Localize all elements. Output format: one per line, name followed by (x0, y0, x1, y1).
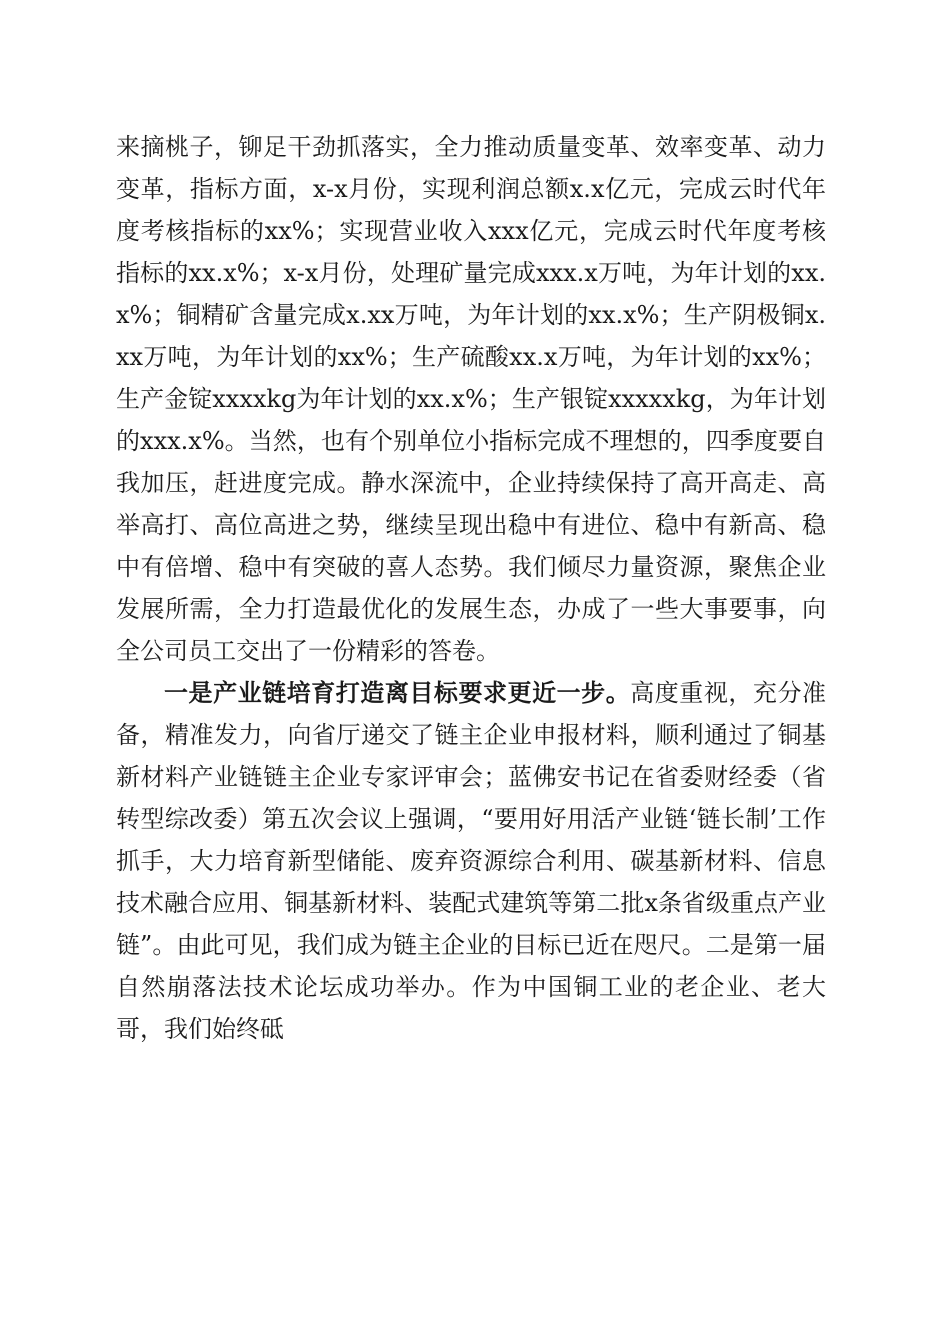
document-page (116, 126, 826, 1050)
body-paragraph (116, 126, 826, 672)
paragraph-text: 高度重视，充分准备，精准发力，向省厅递交了链主企业申报材料，顺利通过了铜基新材料产业链链主企业专家评审会；蓝佛安书记在省委财经委（省转型综改委）第五次会议上强调，“要用好用活产业链‘链长制’工作抓手，大力培育新型储能、废弃资源综合利用、碳基新材料、信息技术融合应用、铜基新材料、装配式建筑等第二批x条省级重点产业链”。由此可见，我们成为链主企业的目标已近在咫尺。二是第一届自然崩落法技术论坛成功举办。作为中国铜工业的老企业、老大哥，我们始终砥 (116, 679, 827, 1043)
body-paragraph (116, 672, 826, 1050)
paragraph-lead: 一是产业链培育打造离目标要求更近一步。 (164, 678, 631, 707)
paragraph-text: 来摘桃子，铆足干劲抓落实，全力推动质量变革、效率变革、动力变革，指标方面，x-x月份，实现利润总额x.x亿元，完成云时代年度考核指标的xx%；实现营业收入xxx亿元，完成云时代年度考核指标的xx.x%；x-x月份，处理矿量完成xxx.x万吨，为年计划的xx.x%；铜精矿含量完成x.xx万吨，为年计划的xx.x%；生产阴极铜x.xx万吨，为年计划的xx%；生产硫酸xx.x万吨，为年计划的xx%；生产金锭xxxxkg为年计划的xx.x%；生产银锭xxxxxkg，为年计划的xxx.x%。当然，也有个别单位小指标完成不理想的，四季度要自我加压，赶进度完成。静水深流中，企业持续保持了高开高走、高举高打、高位高进之势，继续呈现出稳中有进位、稳中有新高、稳中有倍增、稳中有突破的喜人态势。我们倾尽力量资源，聚焦企业发展所需，全力打造最优化的发展生态，办成了一些大事要事，向全公司员工交出了一份精彩的答卷。 (116, 133, 826, 665)
